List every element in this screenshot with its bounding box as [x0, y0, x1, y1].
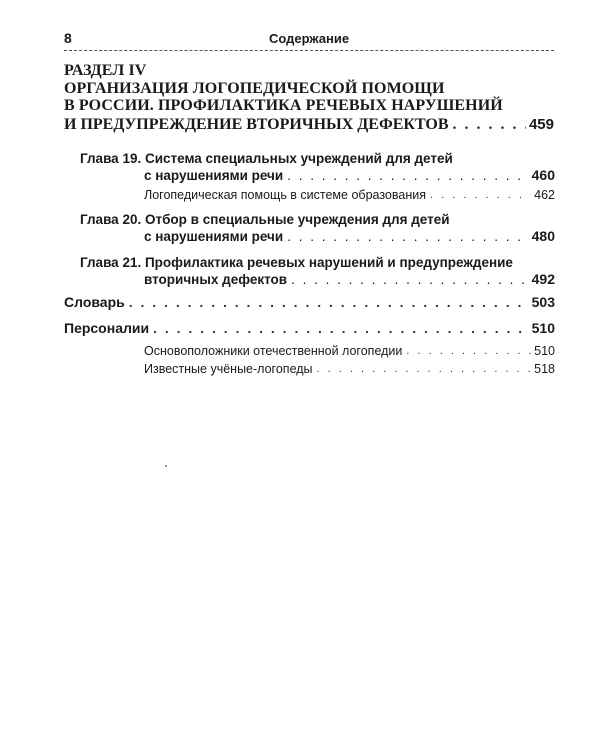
- chapter-title-line: Глава 21. Профилактика речевых нарушений и предупреждение: [80, 255, 513, 270]
- toc-entry-page: 459: [528, 116, 554, 133]
- toc-entry-subsection[interactable]: [144, 361, 555, 377]
- section-heading-line: РАЗДЕЛ IV: [64, 62, 147, 79]
- chapter-title-line: с нарушениями речи: [144, 229, 284, 244]
- toc-entry-page: 480: [531, 228, 555, 244]
- section-heading-line: ОРГАНИЗАЦИЯ ЛОГОПЕДИЧЕСКОЙ ПОМОЩИ: [64, 79, 445, 97]
- chapter-title-line: Глава 20. Отбор в специальные учреждения для детей: [80, 212, 450, 227]
- chapter-title-line: Глава 19. Система специальных учреждений для детей: [80, 151, 453, 166]
- toc-entry-chapter-21[interactable]: [80, 254, 555, 288]
- toc-entry-page: 510: [531, 320, 555, 336]
- toc-entry-persons[interactable]: [64, 320, 555, 337]
- dot-leader: [153, 320, 529, 337]
- chapter-title-line: с нарушениями речи: [144, 168, 284, 183]
- chapter-title-line: вторичных дефектов: [144, 272, 288, 287]
- running-title: Содержание: [269, 31, 350, 46]
- page-number: 8: [64, 30, 72, 46]
- dot-leader: [406, 343, 531, 359]
- toc-entry-chapter-19[interactable]: [80, 150, 555, 184]
- dot-leader: [317, 361, 532, 377]
- dot-leader: [291, 271, 529, 288]
- toc-entry-subsection[interactable]: [144, 187, 555, 203]
- toc-entry-title: Известные учёные-логопеды: [144, 362, 313, 376]
- toc-entry-title: Словарь: [64, 294, 125, 310]
- toc-entry-page: 460: [531, 167, 555, 183]
- toc-entry-title: И ПРЕДУПРЕЖДЕНИЕ ВТОРИЧНЫХ ДЕФЕКТОВ: [64, 116, 449, 133]
- toc-entry-page: 518: [534, 362, 555, 376]
- dot-leader: [430, 187, 531, 203]
- print-speck: [165, 465, 167, 467]
- dot-leader: [287, 228, 528, 245]
- toc-entry-page: 503: [531, 294, 555, 310]
- toc-entry-section[interactable]: [64, 116, 554, 134]
- toc-entry-page: 492: [531, 271, 555, 287]
- dot-leader: [129, 294, 529, 311]
- toc-entry-title: Основоположники отечественной логопедии: [144, 344, 403, 358]
- dot-leader: [453, 116, 526, 134]
- toc-entry-chapter-20[interactable]: [80, 211, 555, 245]
- toc-entry-title: Персоналии: [64, 320, 150, 336]
- dot-leader: [287, 167, 528, 184]
- toc-entry-page: 510: [534, 344, 555, 358]
- running-header: [64, 30, 554, 51]
- section-heading-line: В РОССИИ. ПРОФИЛАКТИКА РЕЧЕВЫХ НАРУШЕНИЙ: [64, 97, 503, 114]
- toc-entry-glossary[interactable]: [64, 294, 555, 311]
- section-heading: [64, 62, 554, 115]
- toc-entry-page: 462: [534, 188, 555, 202]
- toc-entry-title: Логопедическая помощь в системе образования: [144, 188, 426, 202]
- toc-entry-subsection[interactable]: [144, 343, 555, 359]
